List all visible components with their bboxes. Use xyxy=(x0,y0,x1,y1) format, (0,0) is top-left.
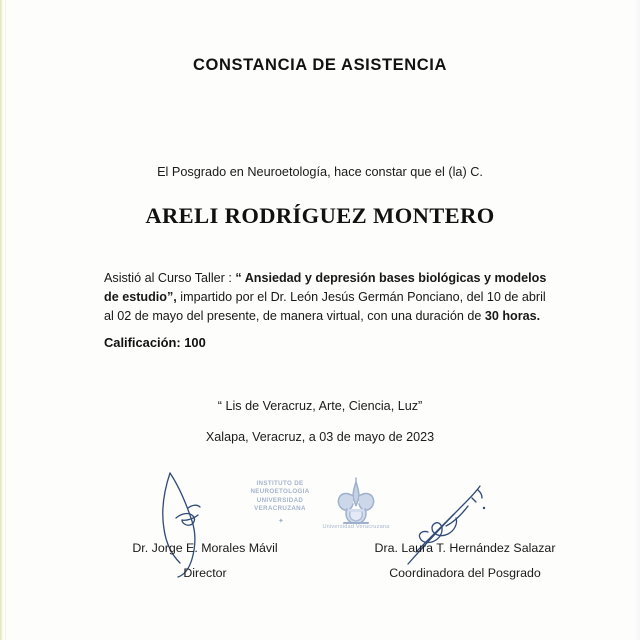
body-paragraph xyxy=(104,269,552,327)
institutional-seal xyxy=(242,476,402,534)
course-title: “ Ansiedad y depresión bases biológicas y modelos de estudio”, xyxy=(104,271,547,305)
signer-name-director: Dr. Jorge E. Morales Mávil xyxy=(132,541,278,555)
recipient-name: ARELI RODRÍGUEZ MONTERO xyxy=(145,203,495,228)
scan-edge-artifact-left xyxy=(0,0,3,640)
body-lead: Asistió al Curso Taller : xyxy=(104,271,236,285)
signature-mark-coordinator xyxy=(400,468,530,578)
seal-mark-icon: ✦ xyxy=(278,518,284,525)
issuing-statement: El Posgrado en Neuroetología, hace constar que el (la) C. xyxy=(157,165,483,179)
body-middle: impartido por el Dr. León Jesús Germán Ponciano, del 10 de abril al 02 de mayo del presente, de manera virtual, con una duración de xyxy=(104,290,546,324)
scan-edge-artifact-right xyxy=(634,0,640,640)
seal-logo-caption: Universidad Veracruzana xyxy=(322,524,390,530)
place-and-date: Xalapa, Veracruz, a 03 de mayo de 2023 xyxy=(205,430,435,444)
institutional-motto: “ Lis de Veracruz, Arte, Ciencia, Luz” xyxy=(217,399,423,413)
signer-role-director: Director xyxy=(183,566,227,580)
signer-role-coordinator: Coordinadora del Posgrado xyxy=(389,566,541,580)
scan-edge-artifact-left-secondary xyxy=(5,0,6,640)
seal-stamp-text: INSTITUTO DE NEUROETOLOGIA UNIVERSIDAD VERACRUZANA xyxy=(250,480,310,512)
grade-line: Calificación: 100 xyxy=(104,335,206,350)
document-title: CONSTANCIA DE ASISTENCIA xyxy=(193,56,447,74)
signer-name-coordinator: Dra. Laura T. Hernández Salazar xyxy=(374,541,556,555)
course-duration: 30 horas. xyxy=(484,309,541,324)
